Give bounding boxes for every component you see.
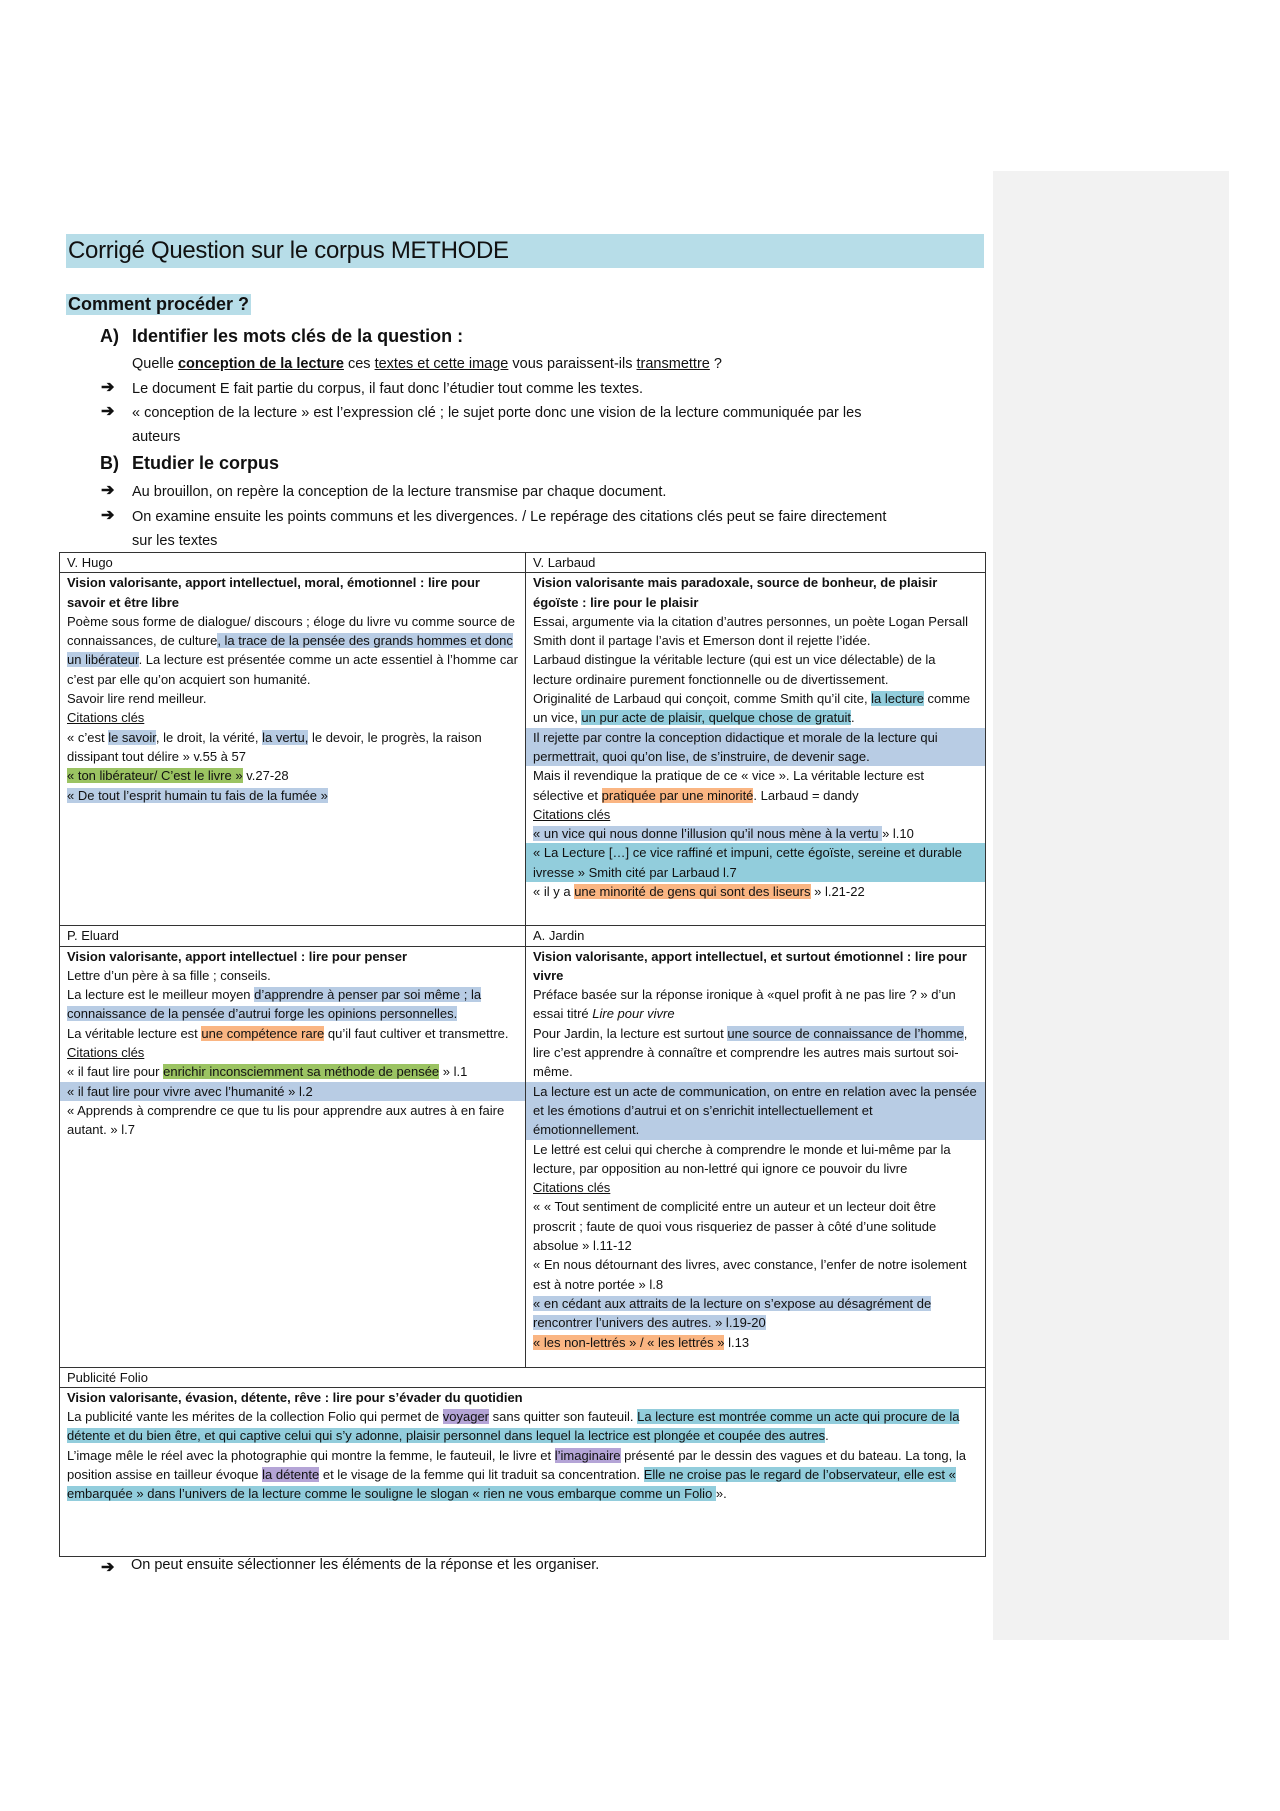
citation: « en cédant aux attraits de la lecture on s’expose au désagrément de rencontrer l’univers des autres. » l.19-20 (533, 1295, 932, 1331)
author-cell: V. Larbaud (526, 553, 986, 573)
question-line: Quelle conception de la lecture ces textes et cette image vous paraissent-ils transmettre ? (132, 356, 722, 372)
arrow-icon: ➔ (101, 379, 115, 396)
hugo-para: Savoir lire rend meilleur. (67, 691, 207, 707)
folio-heading: Vision valorisante, évasion, détente, rêve : lire pour s’évader du quotidien (67, 1389, 523, 1405)
larbaud-heading: Vision valorisante mais paradoxale, source de bonheur, de plaisir égoïste : lire pour le plaisir (533, 575, 938, 610)
section-b-title: Etudier le corpus (132, 453, 280, 473)
howto-heading: Comment procéder ? (68, 294, 250, 314)
author-cell: V. Hugo (60, 553, 526, 573)
jardin-para: Préface basée sur la réponse ironique à «quel profit à ne pas lire ? » d’un essai titré Lire pour vivre (533, 987, 956, 1022)
arrow-icon: ➔ (101, 507, 115, 524)
citations-label: Citations clés (67, 710, 145, 726)
corpus-table (59, 552, 986, 1557)
citation: « De tout l’esprit humain tu fais de la fumée » (67, 787, 328, 803)
document-title: Corrigé Question sur le corpus METHODE (66, 234, 984, 268)
author-cell: Publicité Folio (60, 1367, 986, 1387)
citation: « les non-lettrés » / « les lettrés » l.13 (533, 1334, 750, 1350)
citations-label: Citations clés (533, 1180, 611, 1196)
folio-cell (60, 1387, 986, 1556)
comment-pane (993, 171, 1229, 1640)
bullet-b2-cont: sur les textes (132, 533, 218, 549)
eluard-heading: Vision valorisante, apport intellectuel : lire pour penser (67, 948, 408, 964)
eluard-para: La véritable lecture est une compétence rare qu’il faut cultiver et transmettre. (67, 1025, 509, 1041)
bullet-b2: On examine ensuite les points communs et les divergences. / Le repérage des citations clés peut se faire directement (132, 509, 887, 525)
author-cell: P. Eluard (60, 926, 526, 946)
larbaud-para: Il rejette par contre la conception didactique et morale de la lecture qui permettrait, quoi qu’on lise, de s’instruire, de devenir sage. (526, 728, 985, 767)
larbaud-para: Larbaud distingue la véritable lecture (qui est un vice délectable) de la lecture ordinaire purement fonctionnelle ou de divertissement. (533, 652, 936, 687)
citation: « ton libérateur/ C’est le livre » v.27-28 (67, 768, 289, 784)
jardin-para: Le lettré est celui qui cherche à comprendre le monde et lui-même par la lecture, par opposition au non-lettré qui ignore ce pouvoir du livre (533, 1141, 951, 1176)
citation: « il faut lire pour enrichir inconsciemment sa méthode de pensée » l.1 (67, 1064, 468, 1080)
arrow-icon: ➔ (101, 482, 115, 499)
eluard-cell (60, 946, 526, 1367)
citation: « c’est le savoir, le droit, la vérité, la vertu, le devoir, le progrès, la raison dissipant tout délire » v.55 à 57 (67, 729, 482, 764)
author-cell: A. Jardin (526, 926, 986, 946)
bullet-a1: Le document E fait partie du corpus, il faut donc l’étudier tout comme les textes. (132, 381, 643, 397)
larbaud-para: Essai, argumente via la citation d’autres personnes, un poète Logan Persall Smith dont il partage l’avis et Emerson dont il rejette l’idée. (533, 613, 969, 649)
larbaud-para: Mais il revendique la pratique de ce « vice ». La véritable lecture est sélective et pratiquée par une minorité. Larbaud = dandy (533, 768, 924, 803)
folio-para: La publicité vante les mérites de la collection Folio qui permet de voyager sans quitter son fauteuil. La lecture est montrée comme un acte qui procure de la détente et du bien être, et qui captive celui qui s’y adonne, plaisir personnel dans lequel la lectrice est plongée et coupée des autres. (67, 1409, 960, 1444)
section-b-label: B) (100, 453, 119, 473)
bullet-a2: « conception de la lecture » est l’expression clé ; le sujet porte donc une vision de la lecture communiquée par les (132, 405, 862, 421)
arrow-icon: ➔ (101, 1559, 115, 1576)
section-a-title: Identifier les mots clés de la question : (132, 326, 464, 346)
hugo-cell (60, 573, 526, 926)
citations-label: Citations clés (67, 1045, 145, 1061)
bullet-b1: Au brouillon, on repère la conception de la lecture transmise par chaque document. (132, 484, 667, 500)
folio-para: L’image mêle le réel avec la photographie qui montre la femme, le fauteuil, le livre et l’imaginaire présenté par le dessin des vagues et du bateau. La tong, la position assise en tailleur évoque la détente et le visage de la femme qui lit traduit sa concentration. Elle ne croise pas le regard de l’observateur, elle est « embarquée » dans l’univers de la lecture comme le souligne le slogan « rien ne vous embarque comme un Folio ». (67, 1447, 966, 1502)
keyword-transmettre: transmettre (636, 356, 710, 372)
jardin-heading: Vision valorisante, apport intellectuel, et surtout émotionnel : lire pour vivre (533, 948, 967, 983)
citation: « En nous détournant des livres, avec constance, l’enfer de notre isolement est à notre portée » l.8 (533, 1257, 967, 1292)
citations-label: Citations clés (533, 806, 611, 822)
final-bullet: On peut ensuite sélectionner les éléments de la réponse et les organiser. (131, 1557, 600, 1573)
citation: « il faut lire pour vivre avec l’humanité » l.2 (60, 1082, 525, 1101)
citation: « un vice qui nous donne l’illusion qu’il nous mène à la vertu » l.10 (533, 826, 914, 842)
larbaud-para: Originalité de Larbaud qui conçoit, comme Smith qu’il cite, la lecture comme un vice, un pur acte de plaisir, quelque chose de gratuit. (533, 691, 971, 726)
citation: « il y a une minorité de gens qui sont des liseurs » l.21-22 (533, 884, 865, 900)
eluard-para: Lettre d’un père à sa fille ; conseils. (67, 967, 271, 983)
citation: « « Tout sentiment de complicité entre un auteur et un lecteur doit être proscrit ; faute de quoi vous risqueriez de passer à côté d’une solitude absolue » l.11-12 (533, 1199, 937, 1254)
jardin-para: Pour Jardin, la lecture est surtout une source de connaissance de l’homme, lire c’est apprendre à connaître et comprendre les autres mais surtout soi-même. (533, 1025, 968, 1080)
section-a-label: A) (100, 326, 119, 346)
hugo-heading: Vision valorisante, apport intellectuel, moral, émotionnel : lire pour savoir et être libre (67, 575, 480, 610)
bullet-a2-cont: auteurs (132, 429, 181, 445)
jardin-para: La lecture est un acte de communication, on entre en relation avec la pensée et les émotions d’autrui et on s’enrichit intellectuellement et émotionnellement. (526, 1082, 985, 1140)
citation: « Apprends à comprendre ce que tu lis pour apprendre aux autres à en faire autant. » l.7 (67, 1102, 505, 1138)
eluard-para: La lecture est le meilleur moyen d’apprendre à penser par soi même ; la connaissance de la pensée d’autrui forge les opinions personnelles. (67, 987, 482, 1022)
larbaud-cell (526, 573, 986, 926)
keyword-textes: textes et cette image (374, 356, 509, 372)
hugo-para: Poème sous forme de dialogue/ discours ; éloge du livre vu comme source de connaissances, de culture, la trace de la pensée des grands hommes et donc un libérateur. La lecture est présentée comme un acte essentiel à l’homme car c’est par elle qu’on acquiert son humanité. (67, 613, 518, 687)
arrow-icon: ➔ (101, 403, 115, 420)
citation: « La Lecture […] ce vice raffiné et impuni, cette égoïste, sereine et durable ivresse » Smith cité par Larbaud l.7 (526, 843, 985, 882)
keyword-conception: conception de la lecture (177, 356, 344, 372)
jardin-cell (526, 946, 986, 1367)
